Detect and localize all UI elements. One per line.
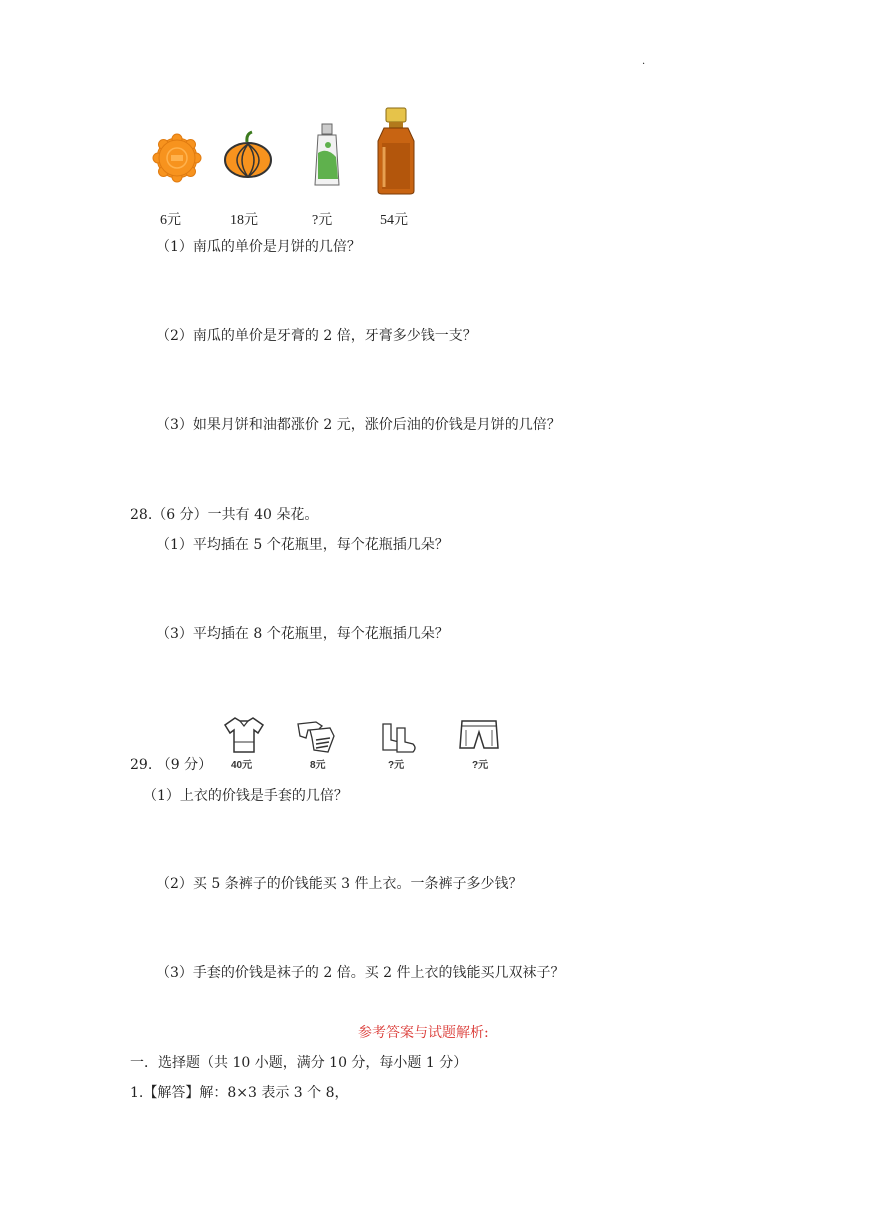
price-toothpaste: ?元 — [312, 213, 333, 228]
oil-bottle-icon — [374, 107, 418, 195]
toothpaste-icon — [312, 123, 342, 187]
answer-item-1 — [130, 1084, 349, 1102]
mooncake-icon — [152, 133, 202, 183]
pumpkin-icon — [222, 130, 274, 180]
answer-item-1-text: 解：8×3 表示 3 个 8， — [199, 1085, 349, 1101]
price-socks: ?元 — [388, 760, 405, 771]
shorts-icon — [458, 718, 500, 752]
page-marker: . — [642, 56, 646, 67]
answers-heading: 参考答案与试题解析: — [358, 1025, 489, 1041]
price-pumpkin: 18元 — [230, 213, 258, 228]
q29-sub1: （1）上衣的价钱是手套的几倍？ — [143, 788, 348, 804]
price-gloves: 8元 — [310, 760, 326, 771]
q28-sub1: （1）平均插在 5 个花瓶里，每个花瓶插几朵？ — [156, 537, 449, 553]
shirt-icon — [221, 715, 267, 755]
price-mooncake: 6元 — [160, 213, 181, 228]
q29-title: 29. （9 分） — [130, 757, 213, 773]
price-oil: 54元 — [380, 213, 408, 228]
gloves-icon — [294, 716, 336, 754]
answers-section-1: 一．选择题（共 10 小题，满分 10 分，每小题 1 分） — [130, 1055, 468, 1071]
q27-sub2: （2）南瓜的单价是牙膏的 2 倍，牙膏多少钱一支？ — [156, 328, 477, 344]
answer-item-1-prefix: 1.【解答】 — [130, 1085, 200, 1101]
price-shirt: 40元 — [231, 760, 253, 771]
q29-sub2: （2）买 5 条裤子的价钱能买 3 件上衣。一条裤子多少钱？ — [156, 876, 523, 892]
q28-sub3: （3）平均插在 8 个花瓶里，每个花瓶插几朵？ — [156, 626, 449, 642]
price-shorts: ?元 — [472, 760, 489, 771]
q27-sub3: （3）如果月饼和油都涨价 2 元，涨价后油的价钱是月饼的几倍？ — [156, 417, 561, 433]
socks-icon — [377, 722, 419, 754]
q28-title: 28.（6 分）一共有 40 朵花。 — [130, 507, 319, 523]
q29-sub3: （3）手套的价钱是袜子的 2 倍。买 2 件上衣的钱能买几双袜子？ — [156, 965, 565, 981]
q27-sub1: （1）南瓜的单价是月饼的几倍？ — [156, 239, 361, 255]
